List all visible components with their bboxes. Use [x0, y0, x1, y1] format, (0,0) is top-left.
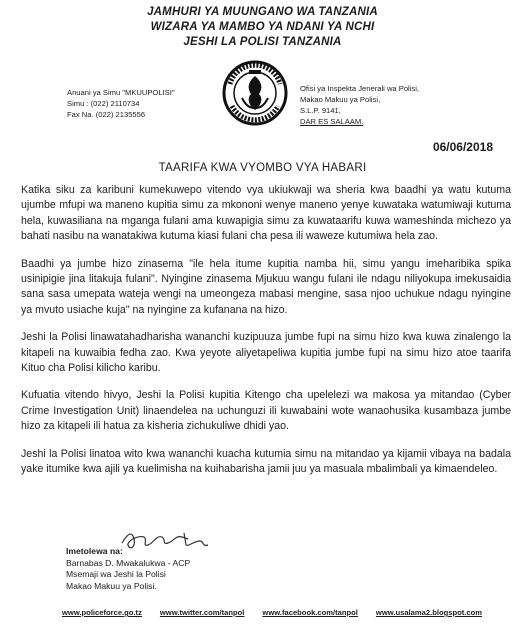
website-link[interactable]: www.policeforce.go.tz	[62, 608, 142, 617]
office-line: Ofisi ya Inspekta Jenerali wa Polisi,	[300, 84, 420, 93]
body-paragraph: Jeshi la Polisi linawatahadharisha wananchi kuzipuuza jumbe fupi na simu hizo kwa kuwa zinalengo la kitapeli na kuwaibia fedha zao. Kwa yeyote aliyetapeliwa kupitia jumbe fupi na simu hizo atoe taarifa Kituo cha Polisi kilicho karibu.	[21, 331, 511, 375]
signatory-role: Msemaji wa Jeshi la Polisi	[66, 569, 166, 579]
twitter-link[interactable]: www.twitter.com/tanpol	[159, 608, 245, 617]
po-box: S.L.P. 9141,	[300, 106, 341, 115]
office-line: Makao Makuu ya Polisi,	[300, 95, 381, 104]
contact-left-block	[67, 87, 175, 120]
document-body	[21, 183, 511, 490]
document-date: 06/06/2018	[432, 140, 493, 154]
phone-number: Simu : (022) 2110734	[67, 99, 140, 108]
telegram-address: Anuani ya Simu "MKUUPOLISI"	[67, 88, 175, 97]
signature-block	[66, 546, 190, 592]
header-country: JAMHURI YA MUUNGANO WA TANZANIA	[147, 6, 378, 18]
body-paragraph: Kufuatia vitendo hivyo, Jeshi la Polisi kupitia Kitengo cha upelelezi wa makosa ya mitandao (Cyber Crime Investigation Unit) linaendelea na uchunguzi ili kuwabaini wote wanaohusika kusambaza jumbe hizo za kitapeli ili hatua za kisheria zichukuliwe dhidi yao.	[21, 389, 511, 433]
footer-links	[62, 608, 482, 617]
body-paragraph: Katika siku za karibuni kumekuwepo vitendo vya ukiukwaji wa sheria kwa baadhi ya watu kutuma ujumbe mfupi wa maneno kupitia simu za mkononi wenye maneno yenye kuwataka watumiwaji kutuma hela, kuwasiliana na mganga fulani ama kuwapigia simu za kuwataarifu kuwa wameshinda michezo ya bahati nasibu na wanatakiwa kutuma kiasi fulani cha pesa ili waweze kutumiwa hela zao.	[21, 184, 511, 243]
document-title: TAARIFA KWA VYOMBO VYA HABARI	[158, 162, 367, 174]
header-department: JESHI LA POLISI TANZANIA	[183, 36, 342, 48]
blog-link[interactable]: www.usalama2.blogspot.com	[375, 608, 482, 617]
city: DAR ES SALAAM.	[300, 117, 364, 126]
fax-number: Fax Na. (022) 2135556	[67, 110, 146, 119]
header-ministry: WIZARA YA MAMBO YA NDANI YA NCHI	[150, 21, 375, 33]
signatory-name: Barnabas D. Mwakalukwa - ACP	[66, 557, 191, 568]
body-paragraph: Jeshi la Polisi linatoa wito kwa wananchi kuacha kutumia simu na mitandao ya kijamii vibaya na badala yake itumike kwa ajili ya kuelimisha na kuihabarisha jamii juu ya masuala mbalimbali ya kimaendeleo.	[21, 447, 511, 476]
signatory-office: Makao Makuu ya Polisi.	[66, 580, 157, 591]
body-paragraph: Baadhi ya jumbe hizo zinasema "ile hela itume kupitia namba hii, simu yangu imeharibika spika usinipigie jina litakuja fulani". Nyingine zinasema Mjukuu wangu fulani ile ndagu niliyokupa imekusaidia sana sasa umepata wateja wengi na umeongeza mabasi mengine, sasa njoo uchukue ndagu nyingine ya mvuto usiache kuja" na nyingine za kufanana na hizo.	[21, 257, 511, 316]
police-crest-icon	[220, 58, 290, 128]
issued-by-label: Imetolewa na:	[66, 546, 123, 556]
contact-right-block	[300, 83, 419, 127]
facebook-link[interactable]: www.facebook.com/tanpol	[262, 608, 358, 617]
